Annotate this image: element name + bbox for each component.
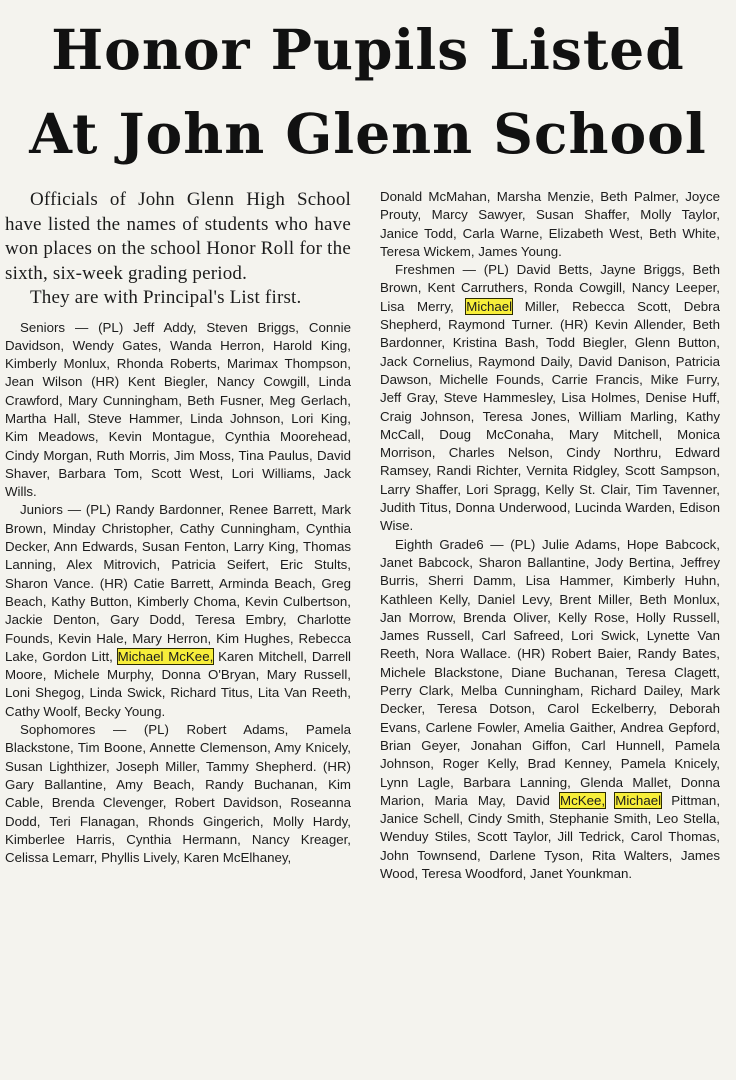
article-column-right (380, 188, 720, 883)
headline-line-2: At John Glenn School (29, 101, 707, 166)
juniors-list (5, 501, 351, 721)
seniors-list: Seniors — (PL) Jeff Addy, Steven Briggs, Connie Davidson, Wendy Gates, Wanda Herron, Harold King, Kimberly Monlux, Rhonda Roberts, Marimax Thompson, Jean Wilson (HR) Kent Biegler, Nancy Cowgill, Linda Crawford, Mary Cunningham, Beth Fusner, Meg Gerlach, Martha Hall, Steve Hammer, Linda Johnson, Lori King, Kim Meadows, Kevin Montague, Cynthia Moorehead, Cindy Morgan, Ruth Morris, Jim Moss, Tina Paulus, David Shaver, Barbara Tom, Scott West, Lori Williams, Jack Wills. (5, 319, 351, 500)
juniors-list-part-1: Juniors — (PL) Randy Bardonner, Renee Barrett, Mark Brown, Minday Christopher, Cathy Cunningham, Cynthia Decker, Ann Edwards, Susan Fenton, Larry King, Thomas Lanning, Alex Mitrovich, Patricia Seifert, Eric Stults, Sharon Vance. (HR) Catie Barrett, Arminda Beach, Greg Beach, Kathy Button, Kimberly Choma, Kevin Culbertson, Jackie Denton, Gary Dodd, Teresa Embry, Charlotte Founds, Kevin Hale, Mary Herron, Kim Hughes, Rebecca Lake, Gordon Litt, (5, 502, 351, 664)
lede-paragraph-principal-list: They are with Principal's List first. (30, 287, 302, 308)
eighth-grade-list (380, 536, 720, 884)
sophomores-list-continued: Donald McMahan, Marsha Menzie, Beth Palmer, Joyce Prouty, Marcy Sawyer, Susan Shaffer, Molly Taylor, Janice Todd, Carla Warne, Elizabeth West, Beth White, Teresa Wickem, James Young. (380, 189, 720, 259)
highlighted-name: Michael (466, 298, 513, 314)
sophomores-list: Sophomores — (PL) Robert Adams, Pamela Blackstone, Tim Boone, Annette Clemenson, Amy Knicely, Susan Lighthizer, Joseph Miller, Tammy Shepherd. (HR) Gary Ballantine, Amy Beach, Randy Buchanan, Kim Cable, Brenda Clevenger, Robert Davidson, Roseanna Dodd, Teri Flanagan, Rhonds Gingerich, Molly Hardy, Kimberlee Harris, Cynthia Hermann, Nancy Kreager, Celissa Lemarr, Phyllis Lively, Karen McElhaney, (5, 722, 351, 866)
highlighted-name: Michael (615, 792, 662, 808)
eighth-grade-list-part-2: Pittman, Janice Schell, Cindy Smith, Stephanie Smith, Leo Stella, Wenduy Stiles, Scott Taylor, Jill Tedrick, Carol Thomas, John Townsend, Darlene Tyson, Rita Walters, James Wood, Teresa Woodford, Janet Younkman. (380, 792, 720, 881)
freshmen-list (380, 261, 720, 535)
highlighted-name: Michael McKee, (117, 648, 214, 664)
spacer-text (605, 793, 615, 808)
headline (8, 8, 728, 176)
freshmen-list-part-1: Freshmen — (PL) David Betts, Jayne Briggs, Beth Brown, Kent Carruthers, Ronda Cowgill, Nancy Leeper, Lisa Merry, (380, 262, 720, 314)
eighth-grade-list-part-1: Eighth Grade6 — (PL) Julie Adams, Hope Babcock, Janet Babcock, Sharon Ballantine, Jody Bertina, Jeffrey Burris, Sherri Damm, Lisa Hammer, Kimberly Huhn, Kathleen Kelly, Daniel Levy, Brent Miller, Beth Monlux, Jan Morrow, Brenda Oliver, Kelly Rose, Holly Russell, James Russell, Carl Safreed, Lori Swick, Lynette Van Reeth, Nora Wallace. (HR) Robert Baier, Randy Bates, Michele Blackstone, Diane Buchanan, Teresa Clagett, Perry Clark, Melba Cunningham, Richard Dailey, Mark Decker, Teresa Dotson, Carol Eckelberry, Deborah Evans, Carlene Fowler, Amelia Gaither, Andrea Gepford, Brian Geyer, Jonahan Giffon, Carl Hunnell, Pamela Johnson, Roger Kelly, Brad Kenney, Pamela Knicely, Lynn Lagle, Barbara Lanning, Glenda Mallet, Donna Marion, Maria May, David (380, 536, 720, 808)
highlighted-name: McKee, (560, 792, 606, 808)
freshmen-list-part-2: Miller, Rebecca Scott, Debra Shepherd, Raymond Turner. (HR) Kevin Allender, Beth Bardonner, Kristina Bash, Todd Biegler, Glenn Button, Jack Cornelius, Raymond Daily, David Danison, Patricia Dawson, Michelle Founds, Carrie Francis, Mike Furry, Jeff Gray, Steve Hammesley, Lisa Holmes, Denise Huff, Craig Johnson, Teresa Jones, William Marling, Kathy McCall, Doug McConaha, Mary Mitchell, Monica Morrison, Charles Nelson, Cindy Northru, Edward Ramsey, Randi Richter, Vernita Ridgley, Scott Sampson, Larry Shaffer, Lori Spragg, Kelly St. Clair, Tim Tavenner, Judith Titus, Donna Underwood, Lucinda Warden, Edison Wise. (380, 298, 720, 534)
article-column-left (5, 188, 351, 867)
headline-line-1: Honor Pupils Listed (51, 17, 685, 82)
juniors-list-part-2: Karen Mitchell, Darrell Moore, Michele Murphy, Donna O'Bryan, Mary Russell, Loni Shegog, Linda Swick, Richard Titus, Lita Van Reeth, Cathy Woolf, Becky Young. (5, 648, 351, 719)
lede-paragraph: Officials of John Glenn High School have listed the names of students who have won places on the school Honor Roll for the sixth, six-week grading period. (5, 189, 351, 284)
